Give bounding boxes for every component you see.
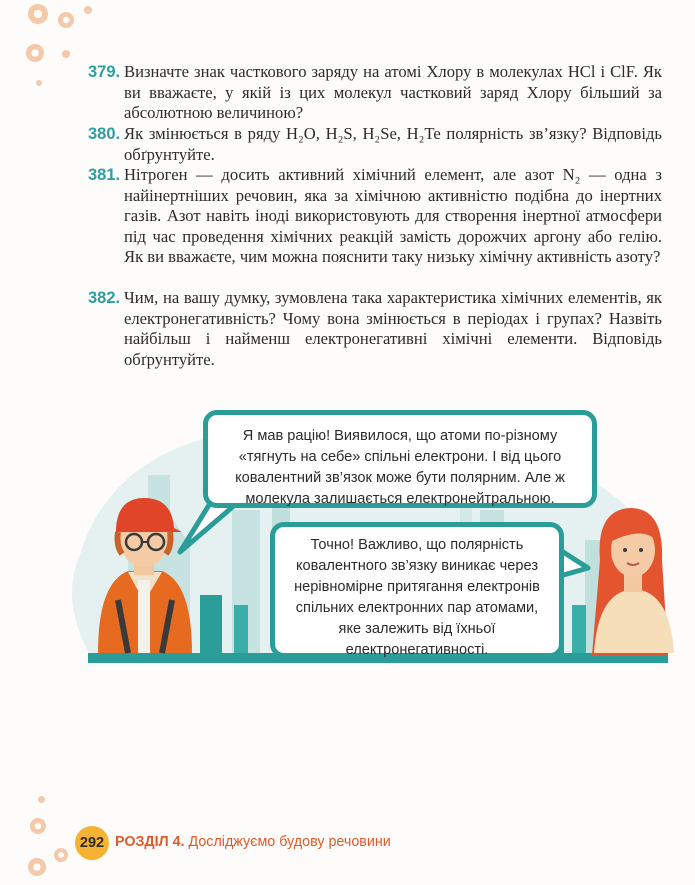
chapter-footer: [115, 834, 391, 850]
decor-dot: [62, 50, 70, 58]
decor-dot: [28, 4, 48, 24]
decor-dot: [36, 80, 42, 86]
decor-dot: [26, 44, 44, 62]
task-number: 382.: [88, 289, 121, 307]
task-379: [88, 62, 662, 124]
task-number: 379.: [88, 63, 121, 81]
section-label: РОЗДІЛ 4.: [115, 834, 185, 850]
task-380: [88, 124, 662, 165]
task-text: Нітроген — досить активний хімічний елемент, але азот N₂ — одна з найінертніших речовин, яка за хімічною активністю подібна до інертних газів. Азот навіть іноді використовують для створення інертної атмосфери під час проведення хімічних реакцій замість дорожчих аргону або гелію. Як ви вважаєте, чим можна пояснити таку низьку хімічну активність азоту?: [124, 165, 662, 266]
decor-dot: [30, 818, 46, 834]
illustration-scene: [0, 400, 695, 670]
page-number: 292: [75, 826, 109, 860]
boy-speech-text: Я мав рацію! Виявилося, що атоми по-різному «тягнуть на себе» спільні електрони. І від цього ковалентний зв’язок може бути полярним. Але ж молекула залишається електронейтральною.: [235, 428, 565, 507]
section-title: Досліджуємо будову речовини: [188, 834, 391, 850]
girl-speech-text: Точно! Важливо, що полярність ковалентного зв’язку виникає через нерівномірне притягання електронів спільних електронних пар атомами, яке залежить від їхньої електронегативності.: [294, 537, 540, 658]
decor-dot: [28, 858, 46, 876]
task-text: Як змінюється в ряду H₂O, H₂S, H₂Se, H₂Te полярність зв’язку? Відповідь обґрунтуйте.: [124, 124, 662, 164]
girl-character: [592, 508, 674, 655]
decor-dot: [38, 796, 45, 803]
task-number: 380.: [88, 125, 121, 143]
task-text: Чим, на вашу думку, зумовлена така характеристика хімічних елементів, як електронегативність? Чому вона змінюється в періодах і групах? Назвіть найбільш і найменш електронегативні хімічні елементи. Відповідь обґрунтуйте.: [124, 288, 662, 369]
task-382: [88, 288, 662, 370]
girl-speech-bubble: [270, 522, 564, 658]
task-381: [88, 165, 662, 268]
decor-dot: [58, 12, 74, 28]
decor-dot: [54, 848, 68, 862]
task-text: Визначте знак часткового заряду на атомі Хлору в молекулах HCl і ClF. Як ви вважаєте, у якій із цих молекул частковий заряд Хлору більший за абсолютною величиною?: [124, 62, 662, 122]
task-number: 381.: [88, 166, 121, 184]
boy-speech-bubble: [203, 410, 597, 508]
decor-dot: [84, 6, 92, 14]
